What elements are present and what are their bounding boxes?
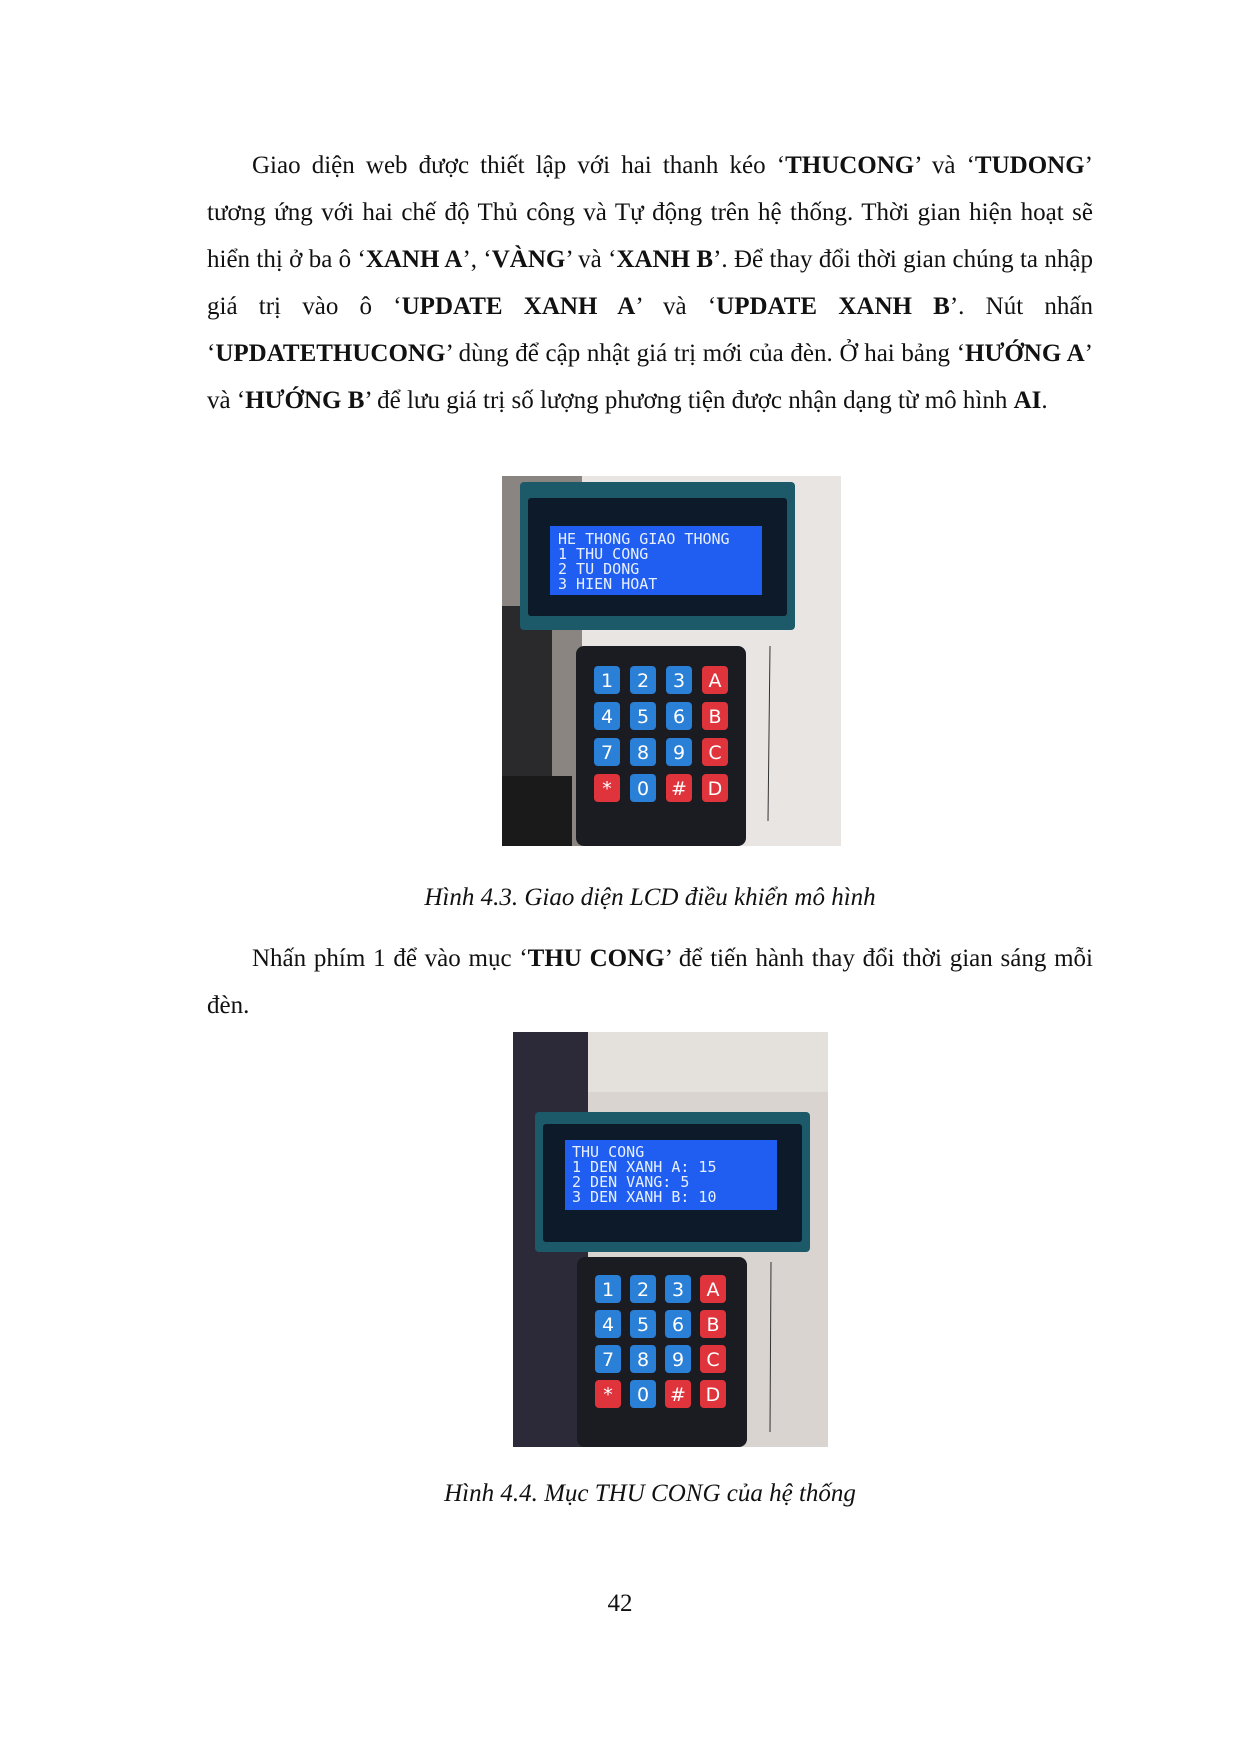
- bold-term: THU CONG: [527, 945, 665, 972]
- bold-term: UPDATETHUCONG: [215, 340, 446, 367]
- bold-term: VÀNG: [491, 246, 566, 273]
- text-run: Nhấn phím 1 để vào mục ‘: [252, 945, 528, 972]
- text-run: ’ để lưu giá trị số lượng phương tiện được nhận dạng từ mô hình: [364, 387, 1014, 414]
- figure-4-4-caption: Hình 4.4. Mục THU CONG của hệ thống: [444, 1480, 856, 1507]
- key-label: 3: [672, 670, 686, 692]
- key-label: 9: [672, 742, 686, 764]
- bold-term: HƯỚNG B: [245, 387, 365, 414]
- bold-term: XANH A: [365, 246, 463, 273]
- text-run: Giao diện web được thiết lập với hai thanh kéo ‘: [252, 152, 786, 179]
- key-label: 5: [636, 706, 650, 728]
- key-label: A: [706, 1279, 720, 1301]
- key-label: 1: [601, 1279, 615, 1301]
- intro-paragraph: [207, 142, 1093, 424]
- lcd-line: 1 DEN XANH A: 15: [572, 1158, 717, 1176]
- lcd-line: THU CONG: [572, 1143, 645, 1161]
- key-label: 4: [601, 1314, 615, 1336]
- bold-term: TUDONG: [974, 152, 1085, 179]
- figure-4-3-photo: [502, 476, 841, 846]
- key-label: B: [708, 706, 722, 728]
- key-label: #: [671, 778, 687, 800]
- key-label: *: [603, 1384, 613, 1406]
- key-label: 7: [600, 742, 614, 764]
- text-run: .: [1041, 387, 1048, 414]
- key-label: D: [707, 778, 723, 800]
- key-label: 3: [671, 1279, 685, 1301]
- key-label: 6: [671, 1314, 685, 1336]
- page-number: 42: [607, 1590, 633, 1617]
- key-label: 8: [636, 742, 650, 764]
- text-run: ’ và ‘: [635, 293, 717, 320]
- text-run: ’ để tiến hành thay đổi thời gian sáng mỗi đèn.: [207, 945, 1093, 1019]
- text-run: ’. Để thay đổi thời gian chúng ta nhập giá trị vào ô ‘: [207, 246, 1093, 320]
- bold-term: THUCONG: [785, 152, 915, 179]
- key-label: A: [708, 670, 722, 692]
- key-label: *: [602, 778, 612, 800]
- text-run: ’ và ‘: [914, 152, 975, 179]
- key-label: 2: [636, 670, 650, 692]
- bold-term: UPDATE XANH B: [716, 293, 950, 320]
- key-label: B: [706, 1314, 720, 1336]
- bold-term: XANH B: [616, 246, 714, 273]
- bold-term: HƯỚNG A: [965, 340, 1085, 367]
- key-label: 6: [672, 706, 686, 728]
- text-run: ’ và ‘: [207, 340, 1093, 414]
- bold-term: UPDATE XANH A: [401, 293, 636, 320]
- key-label: 1: [600, 670, 614, 692]
- text-run: ’, ‘: [462, 246, 492, 273]
- key-label: C: [706, 1349, 720, 1371]
- mid-paragraph: [207, 935, 1093, 1029]
- bold-term: AI: [1013, 387, 1042, 414]
- text-run: ’. Nút nhấn ‘: [207, 293, 1093, 367]
- lcd-line: 3 HIEN HOAT: [558, 575, 658, 593]
- lcd-line: 2 TU DONG: [558, 560, 640, 578]
- key-label: D: [705, 1384, 721, 1406]
- lcd-line: 1 THU CONG: [558, 545, 649, 563]
- text-run: ’ tương ứng với hai chế độ Thủ công và Tự động trên hệ thống. Thời gian hiện hoạt sẽ hiển thị ở ba ô ‘: [207, 152, 1093, 273]
- key-label: 5: [636, 1314, 650, 1336]
- figure-4-4-photo: [513, 1032, 828, 1447]
- key-label: C: [708, 742, 722, 764]
- key-label: 8: [636, 1349, 650, 1371]
- text-run: ’ dùng để cập nhật giá trị mới của đèn. Ở hai bảng ‘: [445, 340, 966, 367]
- figure-4-3-caption: Hình 4.3. Giao diện LCD điều khiển mô hình: [424, 884, 876, 911]
- key-label: 2: [636, 1279, 650, 1301]
- lcd-line: 3 DEN XANH B: 10: [572, 1188, 717, 1206]
- text-run: ’ và ‘: [565, 246, 617, 273]
- lcd-line: 2 DEN VANG: 5: [572, 1173, 690, 1191]
- key-label: 4: [600, 706, 614, 728]
- key-label: 9: [671, 1349, 685, 1371]
- key-label: 7: [601, 1349, 615, 1371]
- key-label: #: [670, 1384, 686, 1406]
- key-label: 0: [636, 1384, 650, 1406]
- key-label: 0: [636, 778, 650, 800]
- lcd-line: HE THONG GIAO THONG: [558, 530, 730, 548]
